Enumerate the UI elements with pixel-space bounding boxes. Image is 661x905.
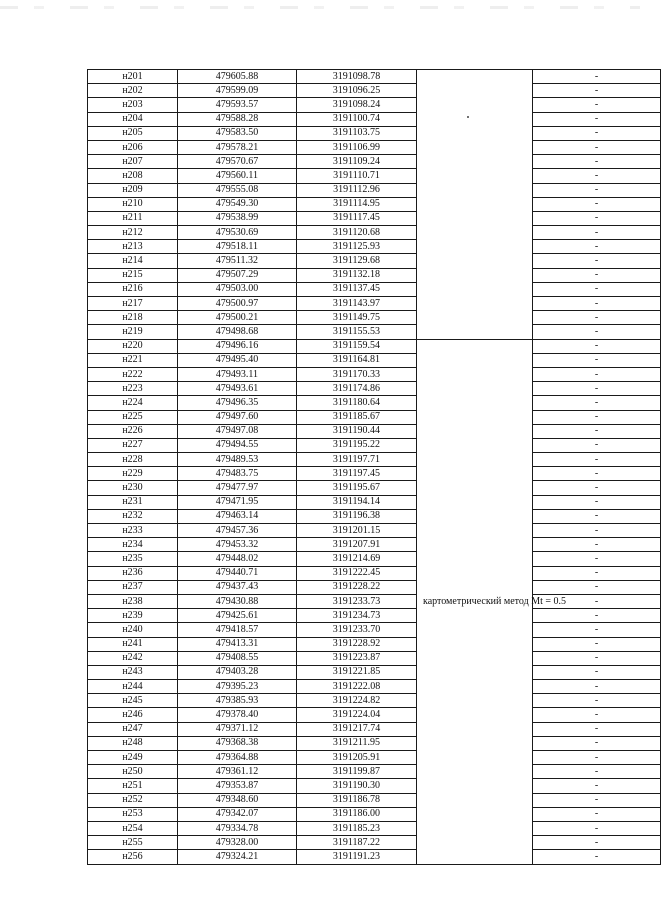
table-row <box>88 297 661 311</box>
point-name-cell: н245 <box>88 694 178 708</box>
y-coordinate-cell: 3191195.22 <box>297 438 417 452</box>
x-coordinate-cell: 479361.12 <box>178 765 297 779</box>
x-coordinate-cell: 479583.50 <box>178 126 297 140</box>
table-row <box>88 453 661 467</box>
point-name-cell: н251 <box>88 779 178 793</box>
x-coordinate-cell: 479605.88 <box>178 70 297 84</box>
table-row <box>88 594 661 608</box>
point-name-cell: н249 <box>88 751 178 765</box>
accuracy-cell: - <box>533 211 661 225</box>
accuracy-cell: - <box>533 169 661 183</box>
x-coordinate-cell: 479493.11 <box>178 367 297 381</box>
accuracy-cell: - <box>533 396 661 410</box>
point-name-cell: н248 <box>88 736 178 750</box>
point-name-cell: н201 <box>88 70 178 84</box>
table-row <box>88 155 661 169</box>
point-name-cell: н206 <box>88 140 178 154</box>
table-row <box>88 126 661 140</box>
y-coordinate-cell: 3191098.24 <box>297 98 417 112</box>
point-name-cell: н225 <box>88 410 178 424</box>
table-row <box>88 311 661 325</box>
table-row <box>88 396 661 410</box>
x-coordinate-cell: 479448.02 <box>178 552 297 566</box>
y-coordinate-cell: 3191194.14 <box>297 495 417 509</box>
accuracy-cell: - <box>533 339 661 353</box>
table-row <box>88 524 661 538</box>
y-coordinate-cell: 3191228.22 <box>297 580 417 594</box>
y-coordinate-cell: 3191186.00 <box>297 807 417 821</box>
point-name-cell: н242 <box>88 651 178 665</box>
point-name-cell: н203 <box>88 98 178 112</box>
point-name-cell: н229 <box>88 467 178 481</box>
accuracy-cell: - <box>533 765 661 779</box>
point-name-cell: н250 <box>88 765 178 779</box>
point-name-cell: н235 <box>88 552 178 566</box>
y-coordinate-cell: 3191195.67 <box>297 481 417 495</box>
x-coordinate-cell: 479511.32 <box>178 254 297 268</box>
x-coordinate-cell: 479324.21 <box>178 850 297 864</box>
y-coordinate-cell: 3191096.25 <box>297 84 417 98</box>
y-coordinate-cell: 3191098.78 <box>297 70 417 84</box>
table-row <box>88 538 661 552</box>
y-coordinate-cell: 3191112.96 <box>297 183 417 197</box>
table-row <box>88 751 661 765</box>
x-coordinate-cell: 479378.40 <box>178 708 297 722</box>
x-coordinate-cell: 479371.12 <box>178 722 297 736</box>
x-coordinate-cell: 479570.67 <box>178 155 297 169</box>
accuracy-cell: - <box>533 680 661 694</box>
x-coordinate-cell: 479403.28 <box>178 665 297 679</box>
point-name-cell: н224 <box>88 396 178 410</box>
x-coordinate-cell: 479578.21 <box>178 140 297 154</box>
y-coordinate-cell: 3191207.91 <box>297 538 417 552</box>
point-name-cell: н253 <box>88 807 178 821</box>
table-row <box>88 821 661 835</box>
accuracy-cell: - <box>533 311 661 325</box>
table-row <box>88 509 661 523</box>
x-coordinate-cell: 479500.97 <box>178 297 297 311</box>
y-coordinate-cell: 3191211.95 <box>297 736 417 750</box>
point-name-cell: н232 <box>88 509 178 523</box>
accuracy-cell: - <box>533 807 661 821</box>
y-coordinate-cell: 3191106.99 <box>297 140 417 154</box>
accuracy-cell: - <box>533 722 661 736</box>
point-name-cell: н228 <box>88 453 178 467</box>
x-coordinate-cell: 479430.88 <box>178 594 297 608</box>
x-coordinate-cell: 479408.55 <box>178 651 297 665</box>
table-row <box>88 367 661 381</box>
accuracy-cell: - <box>533 594 661 608</box>
table-row <box>88 694 661 708</box>
x-coordinate-cell: 479588.28 <box>178 112 297 126</box>
table-row <box>88 665 661 679</box>
y-coordinate-cell: 3191197.45 <box>297 467 417 481</box>
y-coordinate-cell: 3191228.92 <box>297 637 417 651</box>
x-coordinate-cell: 479334.78 <box>178 821 297 835</box>
table-row <box>88 183 661 197</box>
x-coordinate-cell: 479477.97 <box>178 481 297 495</box>
x-coordinate-cell: 479453.32 <box>178 538 297 552</box>
table-row <box>88 637 661 651</box>
x-coordinate-cell: 479555.08 <box>178 183 297 197</box>
y-coordinate-cell: 3191234.73 <box>297 609 417 623</box>
point-name-cell: н239 <box>88 609 178 623</box>
y-coordinate-cell: 3191185.67 <box>297 410 417 424</box>
table-row <box>88 140 661 154</box>
table-row <box>88 339 661 353</box>
accuracy-cell: - <box>533 382 661 396</box>
accuracy-cell: - <box>533 197 661 211</box>
point-name-cell: н246 <box>88 708 178 722</box>
point-name-cell: н223 <box>88 382 178 396</box>
table-row <box>88 240 661 254</box>
point-name-cell: н236 <box>88 566 178 580</box>
table-row <box>88 226 661 240</box>
y-coordinate-cell: 3191174.86 <box>297 382 417 396</box>
y-coordinate-cell: 3191214.69 <box>297 552 417 566</box>
x-coordinate-cell: 479496.35 <box>178 396 297 410</box>
y-coordinate-cell: 3191224.82 <box>297 694 417 708</box>
x-coordinate-cell: 479364.88 <box>178 751 297 765</box>
point-name-cell: н230 <box>88 481 178 495</box>
accuracy-cell: - <box>533 836 661 850</box>
point-name-cell: н216 <box>88 282 178 296</box>
table-row <box>88 736 661 750</box>
table-row <box>88 580 661 594</box>
table-row <box>88 197 661 211</box>
table-row <box>88 211 661 225</box>
accuracy-cell: - <box>533 254 661 268</box>
x-coordinate-cell: 479496.16 <box>178 339 297 353</box>
x-coordinate-cell: 479518.11 <box>178 240 297 254</box>
table-row <box>88 836 661 850</box>
accuracy-cell: - <box>533 821 661 835</box>
accuracy-cell: - <box>533 609 661 623</box>
coordinates-table <box>87 69 661 865</box>
table-row <box>88 793 661 807</box>
x-coordinate-cell: 479560.11 <box>178 169 297 183</box>
accuracy-cell: - <box>533 183 661 197</box>
table-row <box>88 84 661 98</box>
accuracy-cell: - <box>533 268 661 282</box>
x-coordinate-cell: 479418.57 <box>178 623 297 637</box>
y-coordinate-cell: 3191222.08 <box>297 680 417 694</box>
point-name-cell: н247 <box>88 722 178 736</box>
y-coordinate-cell: 3191205.91 <box>297 751 417 765</box>
y-coordinate-cell: 3191201.15 <box>297 524 417 538</box>
table-row <box>88 481 661 495</box>
y-coordinate-cell: 3191222.45 <box>297 566 417 580</box>
table-row <box>88 98 661 112</box>
accuracy-cell: - <box>533 467 661 481</box>
table-row <box>88 254 661 268</box>
y-coordinate-cell: 3191155.53 <box>297 325 417 339</box>
x-coordinate-cell: 479385.93 <box>178 694 297 708</box>
table-row <box>88 325 661 339</box>
y-coordinate-cell: 3191159.54 <box>297 339 417 353</box>
y-coordinate-cell: 3191187.22 <box>297 836 417 850</box>
x-coordinate-cell: 479457.36 <box>178 524 297 538</box>
x-coordinate-cell: 479507.29 <box>178 268 297 282</box>
point-name-cell: н208 <box>88 169 178 183</box>
accuracy-cell: - <box>533 779 661 793</box>
y-coordinate-cell: 3191197.71 <box>297 453 417 467</box>
accuracy-cell: - <box>533 438 661 452</box>
x-coordinate-cell: 479599.09 <box>178 84 297 98</box>
table-row <box>88 765 661 779</box>
point-name-cell: н241 <box>88 637 178 651</box>
accuracy-cell: - <box>533 580 661 594</box>
table-row <box>88 353 661 367</box>
accuracy-cell: - <box>533 524 661 538</box>
accuracy-cell: - <box>533 495 661 509</box>
accuracy-cell: - <box>533 552 661 566</box>
accuracy-cell: - <box>533 793 661 807</box>
point-name-cell: н231 <box>88 495 178 509</box>
point-name-cell: н207 <box>88 155 178 169</box>
point-name-cell: н255 <box>88 836 178 850</box>
accuracy-cell: - <box>533 665 661 679</box>
x-coordinate-cell: 479348.60 <box>178 793 297 807</box>
y-coordinate-cell: 3191221.85 <box>297 665 417 679</box>
table-row <box>88 651 661 665</box>
accuracy-cell: - <box>533 623 661 637</box>
point-name-cell: н252 <box>88 793 178 807</box>
table-row <box>88 566 661 580</box>
y-coordinate-cell: 3191199.87 <box>297 765 417 779</box>
x-coordinate-cell: 479497.60 <box>178 410 297 424</box>
point-name-cell: н213 <box>88 240 178 254</box>
accuracy-cell: - <box>533 637 661 651</box>
x-coordinate-cell: 479483.75 <box>178 467 297 481</box>
y-coordinate-cell: 3191196.38 <box>297 509 417 523</box>
point-name-cell: н238 <box>88 594 178 608</box>
table-row <box>88 722 661 736</box>
accuracy-cell: - <box>533 453 661 467</box>
y-coordinate-cell: 3191180.64 <box>297 396 417 410</box>
point-name-cell: н217 <box>88 297 178 311</box>
y-coordinate-cell: 3191137.45 <box>297 282 417 296</box>
y-coordinate-cell: 3191110.71 <box>297 169 417 183</box>
accuracy-cell: - <box>533 240 661 254</box>
x-coordinate-cell: 479368.38 <box>178 736 297 750</box>
x-coordinate-cell: 479494.55 <box>178 438 297 452</box>
accuracy-cell: - <box>533 736 661 750</box>
table-row <box>88 609 661 623</box>
y-coordinate-cell: 3191132.18 <box>297 268 417 282</box>
point-name-cell: н211 <box>88 211 178 225</box>
x-coordinate-cell: 479489.53 <box>178 453 297 467</box>
scan-artifact-strip <box>0 6 640 9</box>
table-row <box>88 268 661 282</box>
point-name-cell: н212 <box>88 226 178 240</box>
x-coordinate-cell: 479497.08 <box>178 424 297 438</box>
table-row <box>88 552 661 566</box>
point-name-cell: н209 <box>88 183 178 197</box>
y-coordinate-cell: 3191217.74 <box>297 722 417 736</box>
x-coordinate-cell: 479437.43 <box>178 580 297 594</box>
accuracy-cell: - <box>533 140 661 154</box>
point-name-cell: н254 <box>88 821 178 835</box>
accuracy-cell: - <box>533 226 661 240</box>
y-coordinate-cell: 3191224.04 <box>297 708 417 722</box>
table-row <box>88 708 661 722</box>
point-name-cell: н234 <box>88 538 178 552</box>
table-row <box>88 424 661 438</box>
table-row <box>88 382 661 396</box>
x-coordinate-cell: 479500.21 <box>178 311 297 325</box>
point-name-cell: н220 <box>88 339 178 353</box>
y-coordinate-cell: 3191103.75 <box>297 126 417 140</box>
x-coordinate-cell: 479328.00 <box>178 836 297 850</box>
table-row <box>88 467 661 481</box>
accuracy-cell: - <box>533 155 661 169</box>
x-coordinate-cell: 479395.23 <box>178 680 297 694</box>
y-coordinate-cell: 3191191.23 <box>297 850 417 864</box>
point-name-cell: н204 <box>88 112 178 126</box>
y-coordinate-cell: 3191129.68 <box>297 254 417 268</box>
point-name-cell: н219 <box>88 325 178 339</box>
y-coordinate-cell: 3191185.23 <box>297 821 417 835</box>
point-name-cell: н221 <box>88 353 178 367</box>
table-row <box>88 623 661 637</box>
accuracy-cell: - <box>533 694 661 708</box>
accuracy-cell: - <box>533 70 661 84</box>
x-coordinate-cell: 479342.07 <box>178 807 297 821</box>
point-name-cell: н214 <box>88 254 178 268</box>
point-name-cell: н215 <box>88 268 178 282</box>
y-coordinate-cell: 3191233.70 <box>297 623 417 637</box>
accuracy-cell: - <box>533 424 661 438</box>
point-name-cell: н202 <box>88 84 178 98</box>
scan-speck <box>467 116 469 118</box>
table-row <box>88 807 661 821</box>
accuracy-cell: - <box>533 325 661 339</box>
accuracy-cell: - <box>533 353 661 367</box>
x-coordinate-cell: 479549.30 <box>178 197 297 211</box>
accuracy-cell: - <box>533 410 661 424</box>
x-coordinate-cell: 479530.69 <box>178 226 297 240</box>
table-row <box>88 410 661 424</box>
y-coordinate-cell: 3191117.45 <box>297 211 417 225</box>
y-coordinate-cell: 3191190.44 <box>297 424 417 438</box>
method-cell-empty <box>417 70 533 340</box>
point-name-cell: н233 <box>88 524 178 538</box>
point-name-cell: н222 <box>88 367 178 381</box>
y-coordinate-cell: 3191114.95 <box>297 197 417 211</box>
x-coordinate-cell: 479538.99 <box>178 211 297 225</box>
x-coordinate-cell: 479413.31 <box>178 637 297 651</box>
table-row <box>88 495 661 509</box>
table-row <box>88 282 661 296</box>
accuracy-cell: - <box>533 282 661 296</box>
accuracy-cell: - <box>533 112 661 126</box>
x-coordinate-cell: 479493.61 <box>178 382 297 396</box>
table-row <box>88 169 661 183</box>
table-row <box>88 112 661 126</box>
x-coordinate-cell: 479495.40 <box>178 353 297 367</box>
accuracy-cell: - <box>533 708 661 722</box>
y-coordinate-cell: 3191149.75 <box>297 311 417 325</box>
y-coordinate-cell: 3191233.73 <box>297 594 417 608</box>
accuracy-cell: - <box>533 481 661 495</box>
accuracy-cell: - <box>533 84 661 98</box>
accuracy-cell: - <box>533 538 661 552</box>
x-coordinate-cell: 479353.87 <box>178 779 297 793</box>
x-coordinate-cell: 479425.61 <box>178 609 297 623</box>
point-name-cell: н244 <box>88 680 178 694</box>
y-coordinate-cell: 3191100.74 <box>297 112 417 126</box>
accuracy-cell: - <box>533 509 661 523</box>
method-text: картометрический метод Mt = 0.5 <box>423 595 567 607</box>
x-coordinate-cell: 479440.71 <box>178 566 297 580</box>
y-coordinate-cell: 3191164.81 <box>297 353 417 367</box>
accuracy-cell: - <box>533 566 661 580</box>
point-name-cell: н256 <box>88 850 178 864</box>
point-name-cell: н240 <box>88 623 178 637</box>
accuracy-cell: - <box>533 297 661 311</box>
y-coordinate-cell: 3191109.24 <box>297 155 417 169</box>
accuracy-cell: - <box>533 126 661 140</box>
table-row <box>88 70 661 84</box>
x-coordinate-cell: 479593.57 <box>178 98 297 112</box>
point-name-cell: н210 <box>88 197 178 211</box>
y-coordinate-cell: 3191190.30 <box>297 779 417 793</box>
coordinates-table-body <box>88 70 661 865</box>
y-coordinate-cell: 3191186.78 <box>297 793 417 807</box>
point-name-cell: н218 <box>88 311 178 325</box>
point-name-cell: н237 <box>88 580 178 594</box>
table-row <box>88 850 661 864</box>
y-coordinate-cell: 3191143.97 <box>297 297 417 311</box>
point-name-cell: н227 <box>88 438 178 452</box>
x-coordinate-cell: 479498.68 <box>178 325 297 339</box>
accuracy-cell: - <box>533 850 661 864</box>
y-coordinate-cell: 3191120.68 <box>297 226 417 240</box>
x-coordinate-cell: 479503.00 <box>178 282 297 296</box>
accuracy-cell: - <box>533 367 661 381</box>
accuracy-cell: - <box>533 98 661 112</box>
accuracy-cell: - <box>533 751 661 765</box>
y-coordinate-cell: 3191170.33 <box>297 367 417 381</box>
x-coordinate-cell: 479471.95 <box>178 495 297 509</box>
point-name-cell: н205 <box>88 126 178 140</box>
method-cell <box>417 339 567 864</box>
point-name-cell: н226 <box>88 424 178 438</box>
y-coordinate-cell: 3191125.93 <box>297 240 417 254</box>
x-coordinate-cell: 479463.14 <box>178 509 297 523</box>
table-row <box>88 680 661 694</box>
accuracy-cell: - <box>533 651 661 665</box>
table-row <box>88 779 661 793</box>
table-row <box>88 438 661 452</box>
y-coordinate-cell: 3191223.87 <box>297 651 417 665</box>
point-name-cell: н243 <box>88 665 178 679</box>
